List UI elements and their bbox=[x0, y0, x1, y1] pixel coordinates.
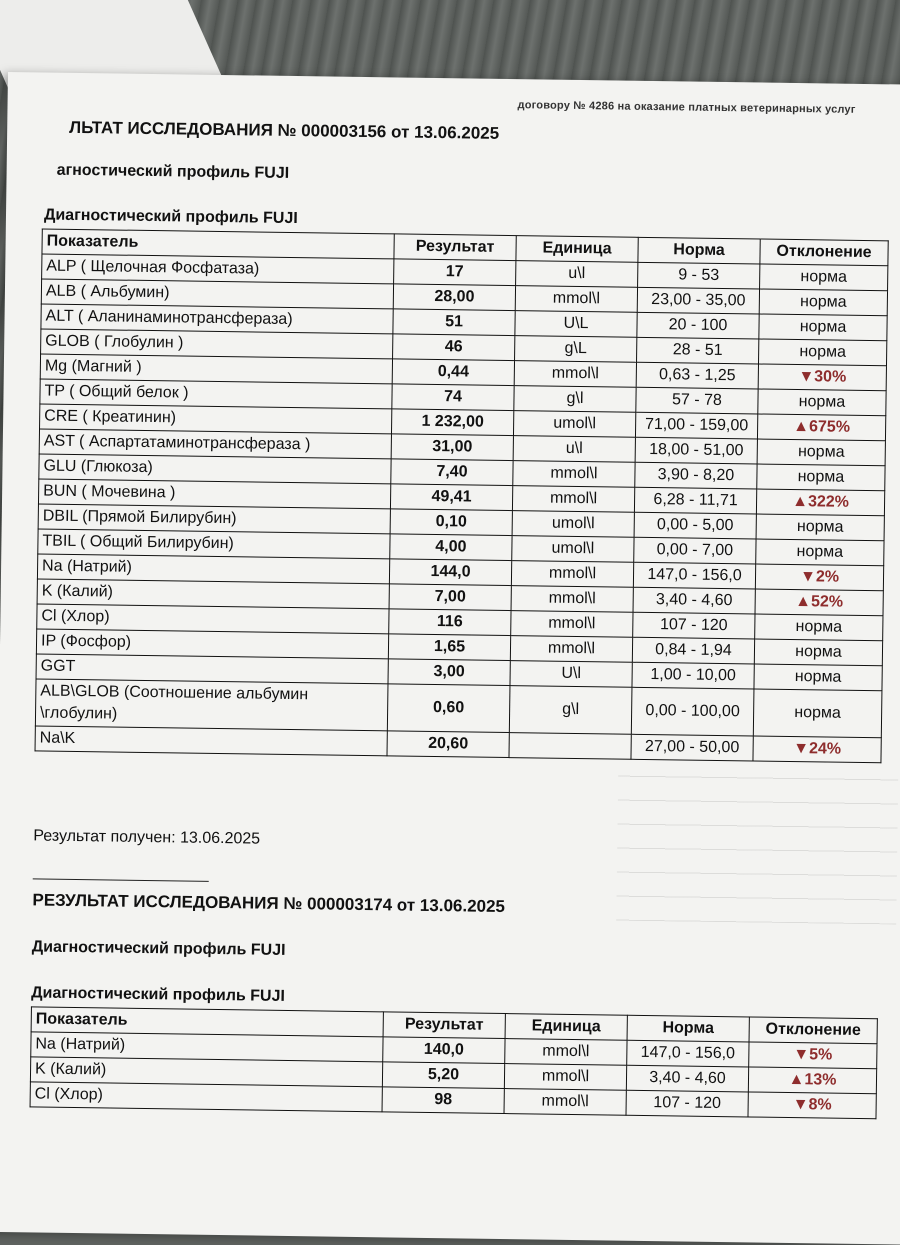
norm-cell: 3,40 - 4,60 bbox=[633, 587, 755, 614]
result-cell: 28,00 bbox=[393, 284, 515, 311]
report2-results-table bbox=[30, 1006, 878, 1119]
norm-cell: 23,00 - 35,00 bbox=[637, 287, 759, 314]
indicator-cell: GLOB ( Глобулин ) bbox=[41, 329, 393, 359]
indicator-cell: GLU (Глюкоза) bbox=[39, 454, 391, 484]
report1-title: ЛЬТАТ ИССЛЕДОВАНИЯ № 000003156 от 13.06.2025 bbox=[69, 117, 500, 143]
result-cell: 0,60 bbox=[387, 684, 510, 733]
result-cell: 0,44 bbox=[392, 359, 514, 386]
indicator-cell: Cl (Хлор) bbox=[37, 604, 389, 634]
norm-cell: 147,0 - 156,0 bbox=[627, 1040, 749, 1067]
indicator-cell: K (Калий) bbox=[30, 1057, 382, 1087]
norm-cell: 27,00 - 50,00 bbox=[631, 734, 753, 761]
unit-cell: U\L bbox=[515, 311, 637, 338]
result-cell: 3,00 bbox=[388, 659, 510, 686]
unit-cell: mmol\l bbox=[504, 1089, 626, 1116]
indicator-cell: Na (Натрий) bbox=[37, 554, 389, 584]
indicator-cell: TBIL ( Общий Билирубин) bbox=[38, 529, 390, 559]
indicator-cell: Na\K bbox=[35, 726, 387, 756]
unit-cell: umol\l bbox=[513, 411, 635, 438]
result-cell: 1 232,00 bbox=[391, 409, 513, 436]
report1-table-body bbox=[35, 254, 888, 763]
result-cell: 17 bbox=[394, 259, 516, 286]
report2-title: РЕЗУЛЬТАТ ИССЛЕДОВАНИЯ № 000003174 от 13.06.2025 bbox=[32, 890, 506, 917]
result-cell: 7,40 bbox=[391, 459, 513, 486]
indicator-cell: Cl (Хлор) bbox=[30, 1082, 382, 1112]
unit-cell: u\l bbox=[513, 436, 635, 463]
norm-cell: 71,00 - 159,00 bbox=[635, 412, 757, 439]
unit-cell: U\l bbox=[510, 661, 632, 688]
unit-cell: mmol\l bbox=[511, 586, 633, 613]
norm-cell: 107 - 120 bbox=[626, 1090, 748, 1117]
deviation-cell: ▼30% bbox=[758, 364, 886, 391]
deviation-cell: норма bbox=[755, 614, 883, 641]
lab-report-sheet bbox=[0, 72, 900, 1245]
col-deviation-header: Отклонение bbox=[760, 239, 888, 266]
norm-cell: 1,00 - 10,00 bbox=[632, 662, 754, 689]
deviation-cell: норма bbox=[754, 664, 882, 691]
deviation-cell: ▼8% bbox=[748, 1092, 876, 1119]
deviation-cell: ▼24% bbox=[753, 736, 881, 763]
unit-cell: umol\l bbox=[512, 536, 634, 563]
indicator-cell: IP (Фосфор) bbox=[36, 629, 388, 659]
norm-cell: 147,0 - 156,0 bbox=[633, 562, 755, 589]
unit-cell: mmol\l bbox=[511, 611, 633, 638]
col-result-header: Результат bbox=[394, 234, 516, 261]
report1-profile: агностический профиль FUJI bbox=[56, 161, 290, 182]
norm-cell: 20 - 100 bbox=[637, 312, 759, 339]
deviation-cell: норма bbox=[758, 339, 886, 366]
report1-results-table bbox=[35, 228, 889, 763]
norm-cell: 0,00 - 5,00 bbox=[634, 512, 756, 539]
col-result-header: Результат bbox=[383, 1012, 505, 1039]
indicator-cell: ALT ( Аланинаминотрансфераза) bbox=[41, 304, 393, 334]
deviation-cell: норма bbox=[760, 264, 888, 291]
result-cell: 74 bbox=[392, 384, 514, 411]
indicator-cell: CRE ( Креатинин) bbox=[40, 404, 392, 434]
report2-table-body bbox=[30, 1032, 877, 1119]
deviation-cell: ▲322% bbox=[756, 489, 884, 516]
result-cell: 7,00 bbox=[389, 584, 511, 611]
col-unit-header: Единица bbox=[516, 236, 638, 263]
col-norm-header: Норма bbox=[638, 237, 760, 264]
result-cell: 4,00 bbox=[390, 534, 512, 561]
unit-cell: umol\l bbox=[512, 511, 634, 538]
deviation-cell: норма bbox=[756, 514, 884, 541]
deviation-cell: ▼2% bbox=[755, 564, 883, 591]
report2-profile: Диагностический профиль FUJI bbox=[31, 938, 286, 959]
unit-cell: mmol\l bbox=[515, 286, 637, 313]
col-indicator-header: Показатель bbox=[42, 229, 394, 259]
norm-cell: 0,00 - 7,00 bbox=[634, 537, 756, 564]
unit-cell: g\l bbox=[509, 686, 632, 735]
indicator-cell: BUN ( Мочевина ) bbox=[38, 479, 390, 509]
signature-line bbox=[33, 878, 209, 881]
col-deviation-header: Отклонение bbox=[749, 1017, 877, 1044]
norm-cell: 0,63 - 1,25 bbox=[636, 362, 758, 389]
col-unit-header: Единица bbox=[505, 1014, 627, 1041]
deviation-cell: норма bbox=[757, 464, 885, 491]
unit-cell: u\l bbox=[516, 261, 638, 288]
unit-cell: g\L bbox=[515, 336, 637, 363]
unit-cell bbox=[509, 733, 631, 760]
indicator-cell: AST ( Аспартатаминотрансфераза ) bbox=[39, 429, 391, 459]
deviation-cell: норма bbox=[753, 689, 882, 738]
deviation-cell: норма bbox=[756, 539, 884, 566]
unit-cell: mmol\l bbox=[511, 561, 633, 588]
result-cell: 0,10 bbox=[390, 509, 512, 536]
deviation-cell: норма bbox=[757, 439, 885, 466]
report2-table-caption: Диагностический профиль FUJI bbox=[31, 984, 286, 1005]
result-cell: 1,65 bbox=[388, 634, 510, 661]
indicator-cell: ALB ( Альбумин) bbox=[41, 279, 393, 309]
deviation-cell: норма bbox=[759, 289, 887, 316]
indicator-cell: Na (Натрий) bbox=[31, 1032, 383, 1062]
indicator-cell: TP ( Общий белок ) bbox=[40, 379, 392, 409]
unit-cell: mmol\l bbox=[505, 1039, 627, 1066]
indicator-cell: DBIL (Прямой Билирубин) bbox=[38, 504, 390, 534]
report1-table-caption: Диагностический профиль FUJI bbox=[43, 206, 298, 228]
unit-cell: mmol\l bbox=[510, 636, 632, 663]
result-cell: 20,60 bbox=[387, 731, 509, 758]
indicator-cell: Mg (Магний ) bbox=[40, 354, 392, 384]
result-cell: 49,41 bbox=[390, 484, 512, 511]
norm-cell: 9 - 53 bbox=[638, 262, 760, 289]
result-cell: 46 bbox=[393, 334, 515, 361]
norm-cell: 3,90 - 8,20 bbox=[635, 462, 757, 489]
deviation-cell: ▼5% bbox=[749, 1042, 877, 1069]
norm-cell: 28 - 51 bbox=[637, 337, 759, 364]
unit-cell: g\l bbox=[514, 386, 636, 413]
unit-cell: mmol\l bbox=[512, 486, 634, 513]
deviation-cell: норма bbox=[759, 314, 887, 341]
col-indicator-header: Показатель bbox=[31, 1007, 383, 1037]
indicator-cell: ALP ( Щелочная Фосфатаза) bbox=[42, 254, 394, 284]
unit-cell: mmol\l bbox=[513, 461, 635, 488]
deviation-cell: ▲52% bbox=[755, 589, 883, 616]
contract-note: договору № 4286 на оказание платных ветеринарных услуг bbox=[517, 99, 856, 116]
col-norm-header: Норма bbox=[627, 1015, 749, 1042]
indicator-cell: K (Калий) bbox=[37, 579, 389, 609]
deviation-cell: ▲675% bbox=[757, 414, 885, 441]
deviation-cell: норма bbox=[758, 389, 886, 416]
result-received-date: Результат получен: 13.06.2025 bbox=[33, 827, 261, 848]
result-cell: 144,0 bbox=[389, 559, 511, 586]
result-cell: 31,00 bbox=[391, 434, 513, 461]
norm-cell: 3,40 - 4,60 bbox=[626, 1065, 748, 1092]
result-cell: 51 bbox=[393, 309, 515, 336]
deviation-cell: норма bbox=[754, 639, 882, 666]
norm-cell: 6,28 - 11,71 bbox=[634, 487, 756, 514]
indicator-cell: ALB\GLOB (Соотношение альбумин \глобулин) bbox=[35, 679, 388, 731]
norm-cell: 18,00 - 51,00 bbox=[635, 437, 757, 464]
unit-cell: mmol\l bbox=[504, 1064, 626, 1091]
deviation-cell: ▲13% bbox=[748, 1067, 876, 1094]
indicator-cell: GGT bbox=[36, 654, 388, 684]
result-cell: 140,0 bbox=[383, 1037, 505, 1064]
norm-cell: 107 - 120 bbox=[633, 612, 755, 639]
unit-cell: mmol\l bbox=[514, 361, 636, 388]
show-through-print bbox=[616, 771, 898, 925]
norm-cell: 0,84 - 1,94 bbox=[632, 637, 754, 664]
norm-cell: 0,00 - 100,00 bbox=[631, 687, 754, 736]
result-cell: 116 bbox=[389, 609, 511, 636]
result-cell: 98 bbox=[382, 1087, 504, 1114]
result-cell: 5,20 bbox=[382, 1062, 504, 1089]
norm-cell: 57 - 78 bbox=[636, 387, 758, 414]
